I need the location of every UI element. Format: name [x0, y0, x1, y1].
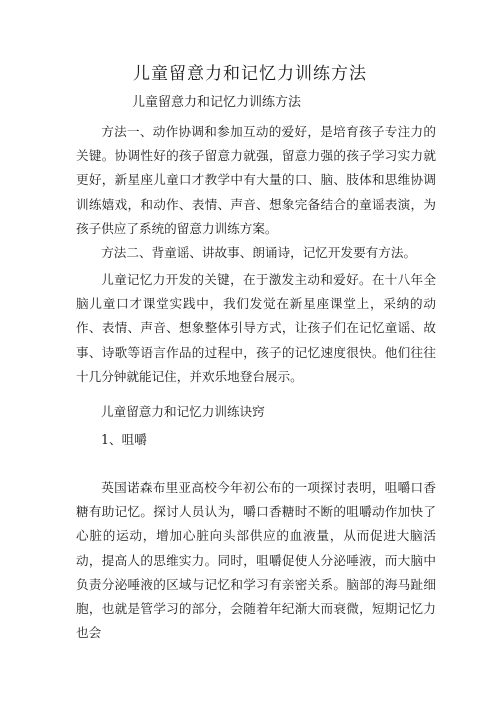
- section-heading-secrets: 儿童留意力和记忆力训练诀窍: [101, 404, 265, 419]
- paragraph-method-two: 方法二、背童谣、讲故事、朗诵诗，记忆开发要有方法。: [101, 245, 417, 260]
- document-title: 儿童留意力和记忆力训练方法: [133, 64, 367, 84]
- paragraph-memory-development: 儿童记忆力开发的关键，在于激发主动和爱好。在十八年全脑儿童口才课堂实践中，我们发觉在新星座课堂上，采纳的动作、表情、声音、想象整体引导方式，让孩子们在记忆童谣、故事、诗歌等语言作品的过程中，孩子的记忆速度很快。他们往往十几分钟就能记住，并欢乐地登台展示。: [76, 272, 436, 384]
- paragraph-method-one: 方法一、动作协调和参加互动的爱好，是培育孩子专注力的关键。协调性好的孩子留意力就强，留意力强的孩子学习实力就更好，新星座儿童口才教学中有大量的口、脑、肢体和思维协调训练嬉戏，和动作、表情、声音、想象完备结合的童谣表演，为孩子供应了系统的留意力训练方案。: [76, 124, 436, 236]
- paragraph-chewing: 英国诺森布里亚高校今年初公布的一项探讨表明，咀嚼口香糖有助记忆。探讨人员认为，嚼口香糖时不断的咀嚼动作加快了心脏的运动，增加心脏向头部供应的血液量，从而促进大脑活动，提高人的思维实力。同时，咀嚼促使人分泌唾液，而大脑中负责分泌唾液的区域与记忆和学习有亲密关系。脑部的海马趾细胞，也就是管学习的部分，会随着年纪渐大而衰微，短期记忆力也会: [76, 480, 436, 641]
- document-subtitle: 儿童留意力和记忆力训练方法: [132, 95, 302, 110]
- section-heading-chewing: 1、咀嚼: [101, 432, 147, 447]
